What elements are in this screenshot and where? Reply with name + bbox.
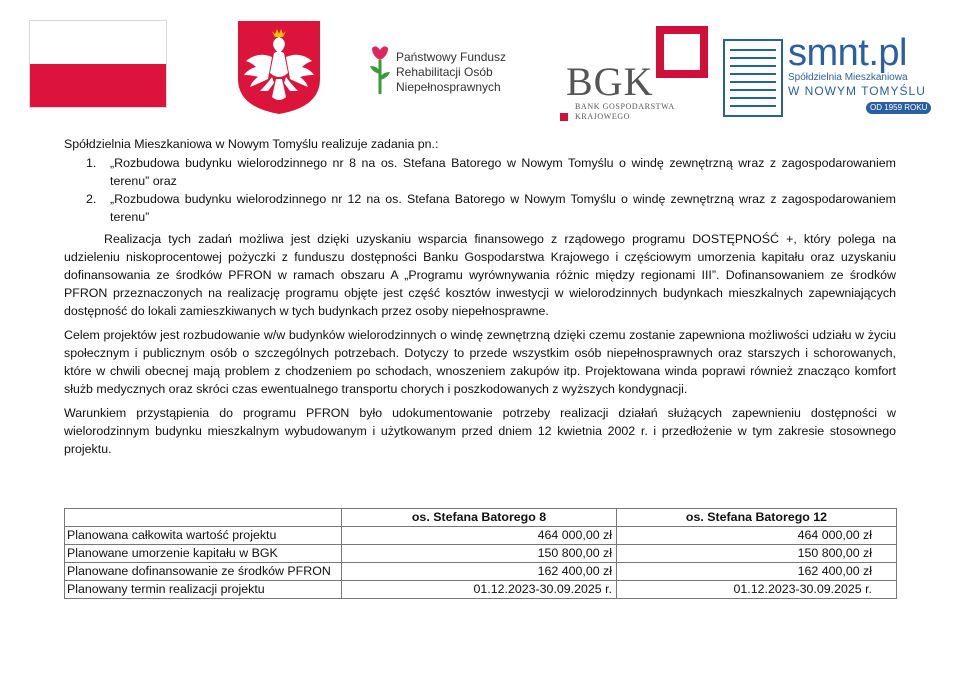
table-row <box>65 581 897 599</box>
task-number: 1. <box>86 156 97 170</box>
bgk-dot-icon <box>560 113 568 121</box>
paragraph-condition: Warunkiem przystąpienia do programu PFRON było udokumentowanie potrzeby realizacji działań służących zapewnieniu dostępności w wielorodzinnym budynku mieszkalnym wybudowanym i użytkowanym przed dniem 12 kwietnia 2002 r. i przedłożenie w tym zakresie stosownego projektu. <box>64 406 896 456</box>
table-cell-label: Planowana całkowita wartość projektu <box>65 527 342 545</box>
project-table <box>64 508 897 599</box>
bgk-sub-line-1: BANK GOSPODARSTWA <box>575 102 675 111</box>
table-row <box>65 545 897 563</box>
bgk-mark: BGK <box>566 59 654 104</box>
table-header-row <box>65 509 897 527</box>
pfron-line-3: Niepełnosprawnych <box>396 80 501 94</box>
bgk-logo <box>560 22 720 122</box>
smnt-line-2: W NOWYM TOMYŚLU <box>788 84 926 98</box>
table-cell-value: 162 400,00 zł <box>617 563 897 581</box>
smnt-badge: OD 1959 ROKU <box>866 102 931 114</box>
table-header-cell: os. Stefana Batorego 8 <box>342 509 617 527</box>
table-cell-label: Planowane umorzenie kapitału w BGK <box>65 545 342 563</box>
pfron-flower-icon <box>366 44 394 100</box>
paragraph-funding: Realizacja tych zadań możliwa jest dzięki uzyskaniu wsparcia finansowego z rządowego programu DOSTĘPNOŚĆ +, który polega na udzieleniu niskoprocentowej pożyczki z funduszu dostępności Banku Gospodarstwa Krajowego i częściowym umorzenia kapitału oraz uzyskaniu dofinansowania ze środków PFRON w ramach obszaru A „Programu wyrównywania różnic między regionami III”. Dofinansowaniem ze środków PFRON przeznaczonych na realizację programu objęte jest część kosztów inwestycji w wielorodzinnych budynkach mieszkalnych zapewniających dostępność do lokali zamieszkiwanych w tych budynkach przez osoby niepełnosprawne. <box>64 232 896 318</box>
document-body <box>64 132 896 458</box>
task-text: „Rozbudowa budynku wielorodzinnego nr 8 na os. Stefana Batorego w Nowym Tomyślu o windę zewnętrzną wraz z zagospodarowaniem terenu” oraz <box>110 156 896 188</box>
table-cell-value: 162 400,00 zł <box>342 563 617 581</box>
paragraph-goal: Celem projektów jest rozbudowanie w/w budynków wielorodzinnych o windę zewnętrzną dzięki czemu zostanie zapewniona możliwości udziału w życiu społecznym i publicznym osób o szczególnych potrzebach. Dotyczy to przede wszystkim osób niepełnosprawnych oraz starszych i schorowanych, które w chwili obecnej mają problem z chodzeniem po schodach, wnoszeniem zakupów itp. Projektowana winda poprawi również znacząco komfort służb medycznych oraz skróci czas ewentualnego transportu chorych i poszkodowanych z wyższych kondygnacji. <box>64 328 896 396</box>
table-cell-value: 150 800,00 zł <box>617 545 897 563</box>
task-number: 2. <box>86 192 97 206</box>
task-item <box>64 154 896 190</box>
table-cell-label: Planowane dofinansowanie ze środków PFRON <box>65 563 342 581</box>
polish-flag <box>29 20 167 108</box>
task-text: „Rozbudowa budynku wielorodzinnego nr 12 na os. Stefana Batorego w Nowym Tomyślu o windę zewnętrzną wraz z zagospodarowaniem terenu” <box>110 192 896 224</box>
task-item <box>64 190 896 226</box>
pfron-logo <box>366 44 526 104</box>
pfron-line-2: Rehabilitacji Osób <box>396 65 493 79</box>
logo-bar <box>0 0 960 130</box>
table-row <box>65 563 897 581</box>
table-cell-value: 464 000,00 zł <box>617 527 897 545</box>
polish-coat-of-arms-emblem <box>236 19 322 116</box>
task-list <box>64 154 896 226</box>
table-cell-label: Planowany termin realizacji projektu <box>65 581 342 599</box>
table-cell-value: 01.12.2023-30.09.2025 r. <box>617 581 897 599</box>
smnt-brand: smnt.pl <box>788 32 907 74</box>
building-icon <box>722 38 784 118</box>
table-row <box>65 527 897 545</box>
pfron-line-1: Państwowy Fundusz <box>396 50 507 64</box>
table-cell-value: 464 000,00 zł <box>342 527 617 545</box>
smnt-logo <box>722 32 932 118</box>
bgk-sub-line-2: KRAJOWEGO <box>575 112 631 121</box>
smnt-line-1: Spółdzielnia Mieszkaniowa <box>788 72 908 83</box>
table-header-cell <box>65 509 342 527</box>
intro-line: Spółdzielnia Mieszkaniowa w Nowym Tomyślu realizuje zadania pn.: <box>64 137 439 151</box>
table-header-cell: os. Stefana Batorego 12 <box>617 509 897 527</box>
table-cell-value: 01.12.2023-30.09.2025 r. <box>342 581 617 599</box>
table-cell-value: 150 800,00 zł <box>342 545 617 563</box>
bgk-square-icon <box>656 26 708 78</box>
